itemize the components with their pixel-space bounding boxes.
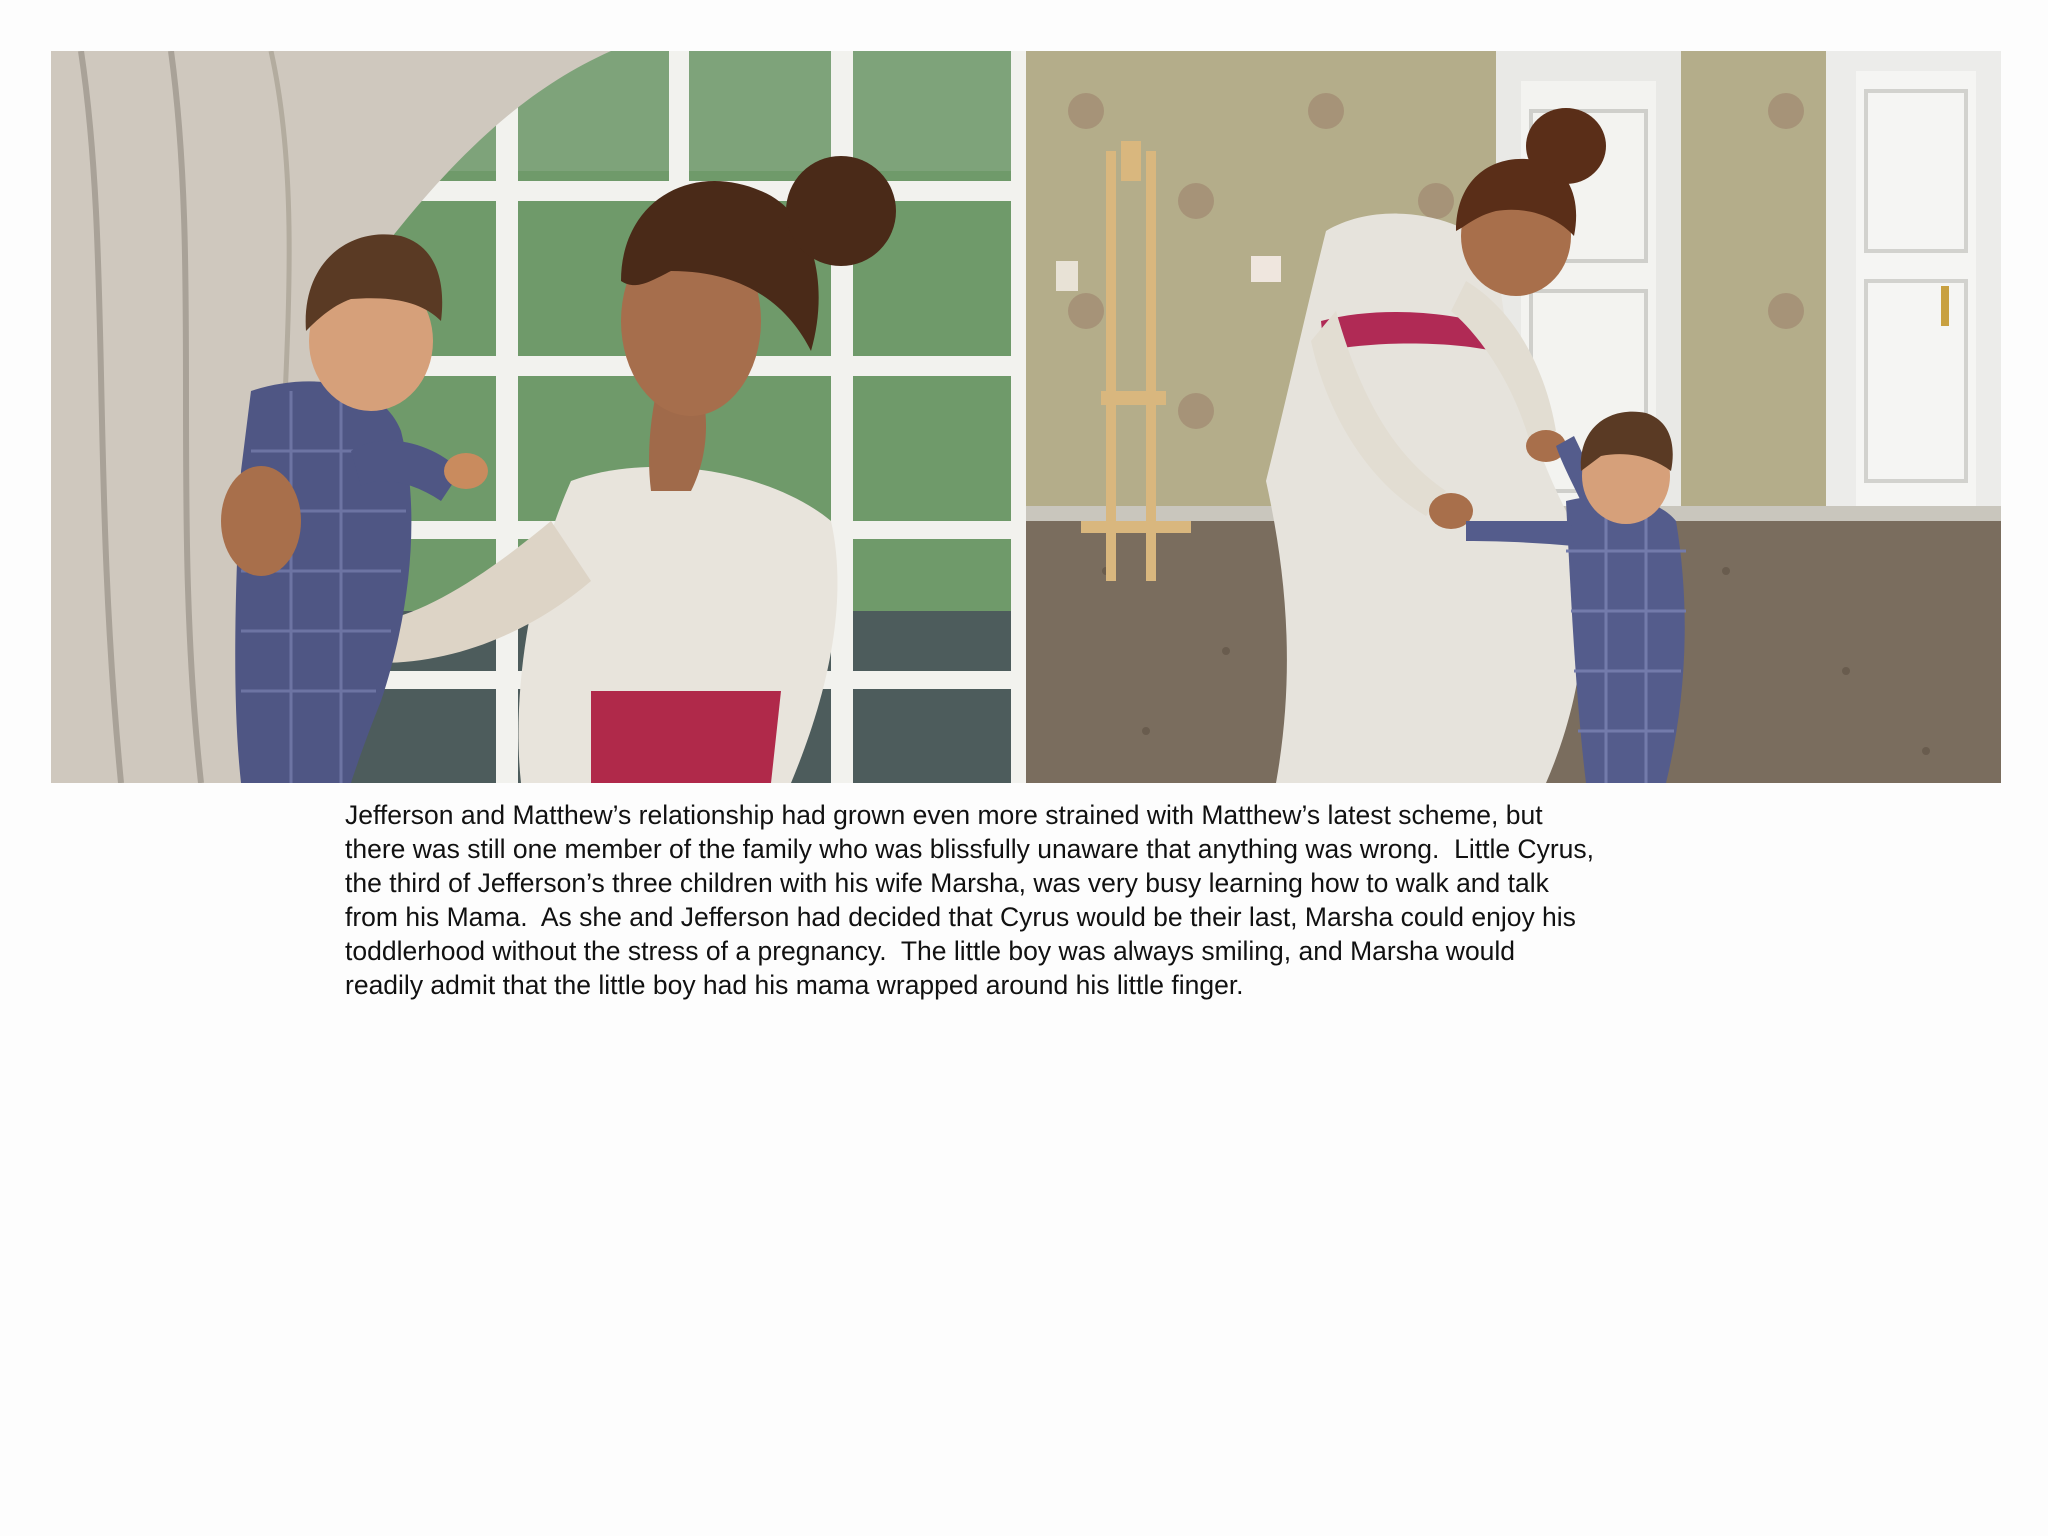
caption-line: from his Mama. As she and Jefferson had decided that Cyrus would be their last, Marsha could enjoy his [345, 902, 1576, 932]
photo-strip [51, 51, 2001, 783]
photo-mother-holding-toddler [51, 51, 1026, 783]
story-caption [345, 798, 1685, 1002]
caption-line: the third of Jefferson’s three children with his wife Marsha, was very busy learning how to walk and talk [345, 868, 1549, 898]
caption-line: there was still one member of the family who was blissfully unaware that anything was wrong. Little Cyrus, [345, 834, 1594, 864]
photo-mother-walking-toddler [1026, 51, 2001, 783]
caption-line: readily admit that the little boy had his mama wrapped around his little finger. [345, 970, 1244, 1000]
caption-line: toddlerhood without the stress of a pregnancy. The little boy was always smiling, and Marsha would [345, 936, 1516, 966]
caption-line: Jefferson and Matthew’s relationship had grown even more strained with Matthew’s latest scheme, but [345, 800, 1543, 830]
